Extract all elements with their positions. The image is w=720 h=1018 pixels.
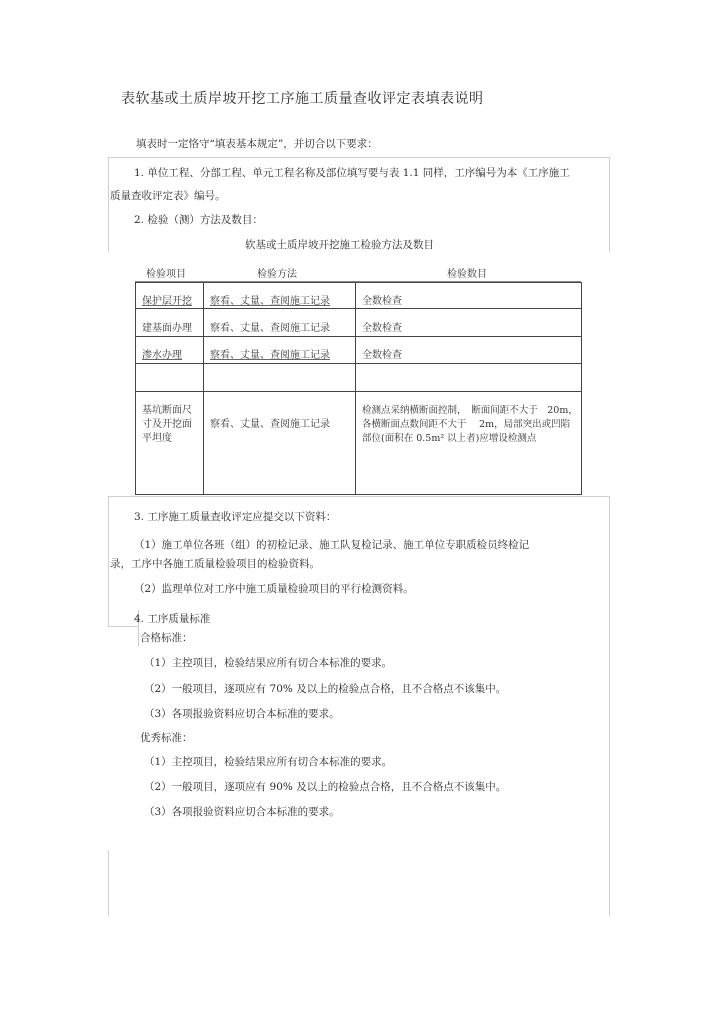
document-title: 表软基或土质岸坡开挖工序施工质量查收评定表填表说明 <box>121 91 484 107</box>
item4-text: 4. 工序质量标准 <box>134 613 211 625</box>
frame-line <box>609 157 610 252</box>
table-cell-count: 全数检查 <box>362 350 402 361</box>
frame-line <box>108 626 138 627</box>
table-caption: 软基或土质岸坡开挖施工检验方法及数目 <box>245 239 434 251</box>
intro-text: 填表时一定恪守“填表基本规定”，并切合以下要求： <box>136 138 378 150</box>
item3-text: 3. 工序施工质量查收评定应提交以下资料： <box>134 511 337 523</box>
qualified-item: （2）一般项目，逐项应有 70% 及以上的检验点合格，且不合格点不该集中。 <box>144 683 507 695</box>
item1-text: 1. 单位工程、分部工程、单元工程名称及部位填写要与表 1.1 同样，工序编号为本《工序施工 <box>134 167 570 179</box>
table-cell-item: 基坑断面尺 <box>142 405 192 416</box>
item1-text-cont: 质量查收评定表》编号。 <box>110 190 226 202</box>
table-cell-count: 全数检查 <box>362 323 402 334</box>
table-border <box>355 282 356 495</box>
qualified-heading: 合格标准： <box>140 632 193 644</box>
table-cell-method: 察看、丈量、查阅施工记录 <box>210 296 330 307</box>
table-cell-item: 渗水办理 <box>142 350 182 361</box>
frame-line <box>108 496 610 497</box>
table-border <box>135 282 136 495</box>
table-header-method: 检验方法 <box>257 269 297 280</box>
frame-line <box>108 850 109 916</box>
table-cell-method: 察看、丈量、查阅施工记录 <box>210 419 330 430</box>
item3-1-text-cont: 录，工序中各施工质量检验项目的检验资料。 <box>110 558 320 570</box>
table-cell-method: 察看、丈量、查阅施工记录 <box>210 350 330 361</box>
table-cell-count: 部位(面积在 0.5m² 以上者)应增设检测点 <box>362 433 537 444</box>
table-cell-item: 保护层开挖 <box>142 296 192 307</box>
item3-2-text: （2）监理单位对工序中施工质量检验项目的平行检测资料。 <box>134 583 414 595</box>
qualified-item: （1）主控项目，检验结果应所有切合本标准的要求。 <box>144 657 393 669</box>
table-cell-item: 建基面办理 <box>142 323 192 334</box>
table-cell-item: 寸及开挖面 <box>142 419 192 430</box>
frame-line <box>108 496 109 626</box>
table-cell-count: 全数检查 <box>362 296 402 307</box>
qualified-item: （3）各项报验资料应切合本标准的要求。 <box>144 708 340 720</box>
excellent-heading: 优秀标准： <box>140 732 193 744</box>
frame-line <box>108 157 610 158</box>
table-cell-item: 平坦度 <box>142 433 172 444</box>
frame-line <box>609 496 610 916</box>
item2-text: 2. 检验（测）方法及数目： <box>134 214 263 226</box>
table-header-item: 检验项目 <box>146 269 186 280</box>
excellent-item: （2）一般项目，逐项应有 90% 及以上的检验点合格，且不合格点不该集中。 <box>144 781 507 793</box>
table-border <box>581 282 582 495</box>
excellent-item: （1）主控项目，检验结果应所有切合本标准的要求。 <box>144 756 393 768</box>
table-cell-count: 各横断面点数间距不大于 2m，局部突出或凹陷 <box>362 419 571 430</box>
item3-1-text: （1）施工单位各班（组）的初检记录、施工队复检记录、施工单位专职质检员终检记 <box>134 539 530 551</box>
excellent-item: （3）各项报验资料应切合本标准的要求。 <box>144 806 340 818</box>
table-border <box>203 282 204 495</box>
table-cell-count: 检测点采纳横断面控制， 断面间距不大于 20m， <box>362 405 578 416</box>
frame-line <box>108 157 109 252</box>
table-cell-method: 察看、丈量、查阅施工记录 <box>210 323 330 334</box>
table-header-count: 检验数目 <box>447 269 487 280</box>
